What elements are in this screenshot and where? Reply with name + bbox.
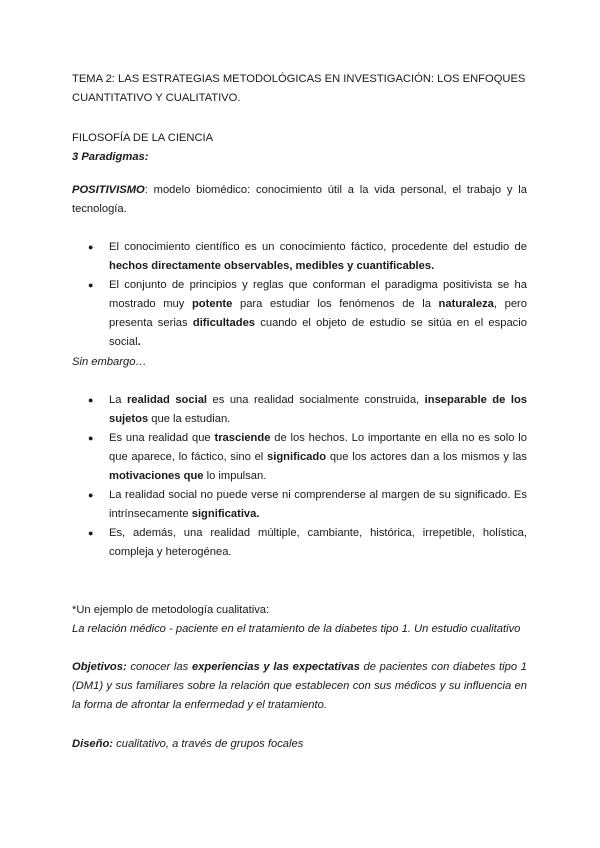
list-item: ● La realidad social es una realidad socialmente construida, inseparable de los sujetos que la estudian. bbox=[72, 391, 527, 429]
diseno-paragraph: Diseño: cualitativo, a través de grupos focales bbox=[72, 738, 304, 750]
bullet-icon: ● bbox=[88, 528, 94, 538]
title-line-2: CUANTITATIVO Y CUALITATIVO. bbox=[72, 92, 241, 104]
section-heading: FILOSOFÍA DE LA CIENCIA bbox=[72, 132, 214, 144]
bullet-icon: ● bbox=[88, 242, 94, 252]
objetivos-paragraph: Objetivos: conocer las experiencias y las expectativas de pacientes con diabetes tipo 1 (DM1) y sus familiares sobre la relación que establecen con sus médicos y su influencia en la forma de afrontar la enfermedad y el tratamiento. bbox=[72, 661, 527, 711]
list-item: ● Es una realidad que trasciende de los hechos. Lo importante en ella no es solo lo que aparece, lo fáctico, sino el significado que los actores dan a los mismos y las motivaciones que lo impulsan. bbox=[72, 429, 527, 486]
bullet-icon: ● bbox=[88, 280, 94, 290]
bullet-list-realidad-social bbox=[72, 391, 527, 562]
positivismo-term: POSITIVISMO bbox=[72, 184, 145, 196]
ejemplo-block bbox=[72, 601, 527, 639]
ejemplo-intro: *Un ejemplo de metodología cualitativa: bbox=[72, 604, 270, 616]
ejemplo-title: La relación médico - paciente en el tratamiento de la diabetes tipo 1. Un estudio cualitativo bbox=[72, 623, 521, 635]
section-header bbox=[72, 129, 527, 167]
section-subheading: 3 Paradigmas: bbox=[72, 151, 149, 163]
positivismo-text: : modelo biomédico: conocimiento útil a la vida personal, el trabajo y la tecnología. bbox=[72, 184, 527, 215]
sin-embargo-text: Sin embargo… bbox=[72, 356, 147, 368]
document-title bbox=[72, 70, 527, 108]
bullet-list-positivismo bbox=[72, 238, 527, 352]
bullet-icon: ● bbox=[88, 490, 94, 500]
title-line-1: TEMA 2: LAS ESTRATEGIAS METODOLÓGICAS EN INVESTIGACIÓN: LOS ENFOQUES bbox=[72, 73, 526, 85]
list-item: ● Es, además, una realidad múltiple, cambiante, histórica, irrepetible, holística, compleja y heterogénea. bbox=[72, 524, 527, 562]
bullet-icon: ● bbox=[88, 395, 94, 405]
bullet-icon: ● bbox=[88, 433, 94, 443]
list-item: ● La realidad social no puede verse ni comprenderse al margen de su significado. Es intrínsecamente significativa. bbox=[72, 486, 527, 524]
objetivos-label: Objetivos: bbox=[72, 661, 127, 673]
list-item: ● El conocimiento científico es un conocimiento fáctico, procedente del estudio de hechos directamente observables, medibles y cuantificables. bbox=[72, 238, 527, 276]
list-item: ● El conjunto de principios y reglas que conforman el paradigma positivista se ha mostrado muy potente para estudiar los fenómenos de la naturaleza, pero presenta serias dificultades cuando el objeto de estudio se sitúa en el espacio social. bbox=[72, 276, 527, 352]
diseno-label: Diseño: bbox=[72, 738, 114, 750]
positivismo-paragraph bbox=[72, 181, 527, 219]
